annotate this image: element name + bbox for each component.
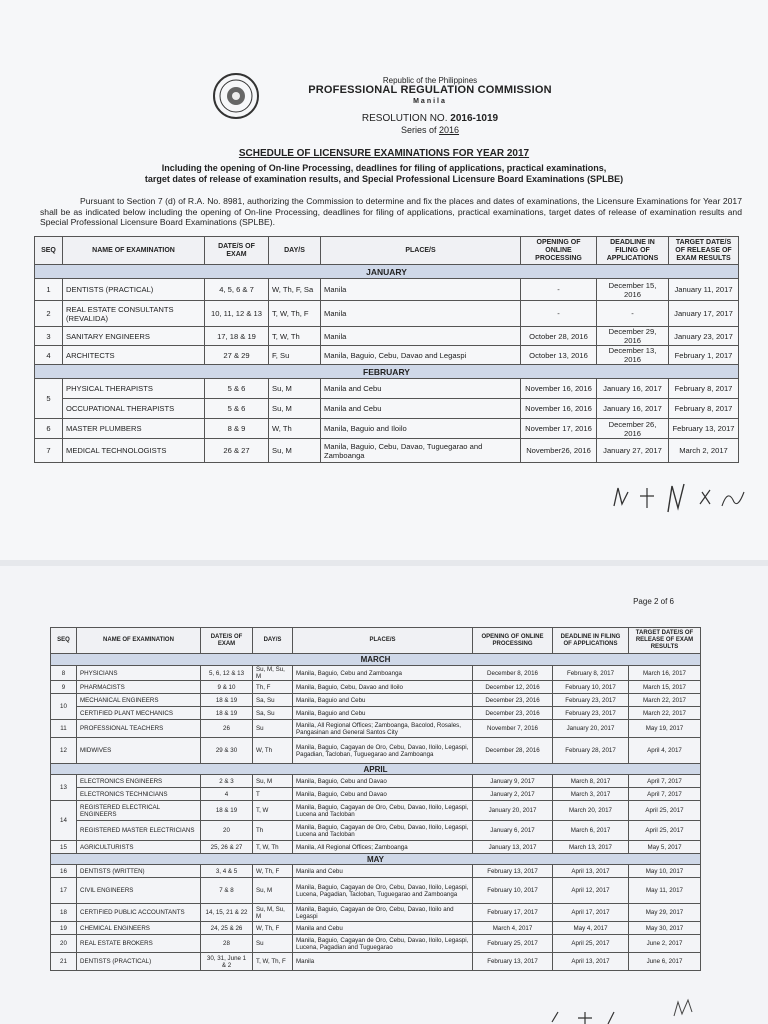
cell-opening: February 13, 2017 (473, 865, 553, 878)
cell-deadline: January 16, 2017 (597, 399, 669, 419)
cell-opening: October 13, 2016 (521, 346, 597, 365)
cell-opening: November26, 2016 (521, 439, 597, 463)
cell-opening: March 4, 2017 (473, 922, 553, 935)
cell-opening: January 2, 2017 (473, 788, 553, 801)
cell-places: Manila, Baguio, Cagayan de Oro, Cebu, Davao, Iloilo, Legaspi, Lucena, Pagadian and Tuguegarao (293, 935, 473, 953)
cell-places: Manila, Baguio, Cagayan de Oro, Cebu, Davao, Iloilo, Legaspi, Lucena, Pagadian, Tacloban, Tuguegarao and Zamboanga (293, 878, 473, 904)
cell-seq: 11 (51, 720, 77, 738)
cell-places: Manila, Baguio, Cebu, Davao and Iloilo (293, 681, 473, 694)
series-line (46, 125, 768, 135)
cell-opening: December 28, 2016 (473, 738, 553, 764)
table-row (51, 922, 701, 935)
cell-places: Manila, Baguio, Cagayan de Oro, Cebu, Davao, Iloilo, Legaspi, Lucena and Tacloban (293, 801, 473, 821)
cell-deadline: April 12, 2017 (553, 878, 629, 904)
cell-target: May 30, 2017 (629, 922, 701, 935)
cell-target: February 8, 2017 (669, 399, 739, 419)
cell-deadline: May 4, 2017 (553, 922, 629, 935)
table-row (51, 904, 701, 922)
cell-places: Manila (321, 327, 521, 346)
cell-places: Manila, Baguio and Cebu (293, 694, 473, 707)
table-row (51, 666, 701, 681)
cell-places: Manila, Baguio, Cebu and Davao (293, 775, 473, 788)
cell-seq: 7 (35, 439, 63, 463)
table-row (51, 720, 701, 738)
table-row (51, 694, 701, 707)
col-opening: OPENING OF ONLINE PROCESSING (473, 628, 553, 654)
cell-opening: February 25, 2017 (473, 935, 553, 953)
cell-places: Manila (321, 279, 521, 301)
resolution-number (46, 113, 768, 124)
cell-opening: November 16, 2016 (521, 399, 597, 419)
cell-deadline: March 6, 2017 (553, 821, 629, 841)
resolution-value: 2016-1019 (450, 113, 499, 124)
cell-days: Su, M (269, 399, 321, 419)
cell-deadline: December 15, 2016 (597, 279, 669, 301)
cell-places: Manila, Baguio and Iloilo (321, 419, 521, 439)
cell-dates: 14, 15, 21 & 22 (201, 904, 253, 922)
month-row-march (51, 654, 701, 666)
cell-opening: December 23, 2016 (473, 694, 553, 707)
month-row-april (51, 764, 701, 775)
cell-dates: 5, 6, 12 & 13 (201, 666, 253, 681)
cell-opening: - (521, 301, 597, 327)
series-year: 2016 (439, 125, 460, 135)
cell-name: CHEMICAL ENGINEERS (77, 922, 201, 935)
cell-opening: November 7, 2016 (473, 720, 553, 738)
commission-name: PROFESSIONAL REGULATION COMMISSION (308, 84, 552, 96)
subtitle-line-1: Including the opening of On-line Processing, deadlines for filing of applications, practical examinations, (161, 163, 607, 173)
cell-days: Su, M (253, 878, 293, 904)
cell-deadline: February 8, 2017 (553, 666, 629, 681)
cell-places: Manila, Baguio, Cagayan de Oro, Cebu, Davao, Iloilo, Legaspi, Pagadian, Tacloban, Tuguegarao and Zamboanga (293, 738, 473, 764)
cell-deadline: December 13, 2016 (597, 346, 669, 365)
cell-places: Manila, All Regional Offices; Zamboanga, Bacolod, Rosales, Pangasinan and General Santos City (293, 720, 473, 738)
cell-target: March 22, 2017 (629, 707, 701, 720)
cell-dates: 3, 4 & 5 (201, 865, 253, 878)
cell-seq: 14 (51, 801, 77, 841)
col-opening: OPENING OF ONLINE PROCESSING (521, 237, 597, 265)
cell-places: Manila and Cebu (321, 379, 521, 399)
cell-name: PHYSICIANS (77, 666, 201, 681)
cell-opening: October 28, 2016 (521, 327, 597, 346)
col-target: TARGET DATE/S OF RELEASE OF EXAM RESULTS (669, 237, 739, 265)
cell-target: May 19, 2017 (629, 720, 701, 738)
table-row (35, 346, 739, 365)
cell-deadline: March 13, 2017 (553, 841, 629, 854)
cell-days: W, Th (253, 738, 293, 764)
month-label: MARCH (51, 654, 701, 666)
cell-dates: 29 & 30 (201, 738, 253, 764)
cell-places: Manila, Baguio, Cebu and Davao (293, 788, 473, 801)
cell-days: W, Th (269, 419, 321, 439)
cell-target: April 25, 2017 (629, 821, 701, 841)
cell-deadline: April 17, 2017 (553, 904, 629, 922)
cell-days: Th, F (253, 681, 293, 694)
cell-name: REGISTERED MASTER ELECTRICIANS (77, 821, 201, 841)
cell-name: ARCHITECTS (63, 346, 205, 365)
cell-deadline: December 29, 2016 (597, 327, 669, 346)
cell-target: March 16, 2017 (629, 666, 701, 681)
cell-places: Manila, Baguio, Cebu, Davao and Legaspi (321, 346, 521, 365)
cell-target: May 29, 2017 (629, 904, 701, 922)
cell-name: CIVIL ENGINEERS (77, 878, 201, 904)
cell-opening: December 12, 2016 (473, 681, 553, 694)
cell-dates: 18 & 19 (201, 694, 253, 707)
cell-target: March 15, 2017 (629, 681, 701, 694)
cell-places: Manila and Cebu (293, 865, 473, 878)
cell-target: January 17, 2017 (669, 301, 739, 327)
cell-seq: 1 (35, 279, 63, 301)
table-row (35, 301, 739, 327)
cell-days: T, W, Th, F (253, 953, 293, 971)
cell-deadline: February 10, 2017 (553, 681, 629, 694)
cell-opening: January 20, 2017 (473, 801, 553, 821)
cell-target: April 7, 2017 (629, 788, 701, 801)
cell-seq: 3 (35, 327, 63, 346)
month-label: FEBRUARY (35, 365, 739, 379)
cell-target: April 25, 2017 (629, 801, 701, 821)
cell-dates: 24, 25 & 26 (201, 922, 253, 935)
cell-deadline: April 13, 2017 (553, 865, 629, 878)
col-deadline: DEADLINE IN FILING OF APPLICATIONS (553, 628, 629, 654)
cell-name: OCCUPATIONAL THERAPISTS (63, 399, 205, 419)
table-row (51, 953, 701, 971)
cell-dates: 8 & 9 (205, 419, 269, 439)
cell-opening: December 23, 2016 (473, 707, 553, 720)
cell-days: T (253, 788, 293, 801)
subtitle-line-2: target dates of release of examination results, and Special Professional Licensure Board Examinations (SPLBE) (144, 174, 624, 184)
cell-dates: 18 & 19 (201, 801, 253, 821)
cell-dates: 25, 26 & 27 (201, 841, 253, 854)
cell-places: Manila and Cebu (321, 399, 521, 419)
resolution-label: RESOLUTION NO. (361, 113, 448, 124)
table-header-row (35, 237, 739, 265)
cell-seq: 17 (51, 878, 77, 904)
month-label: JANUARY (35, 265, 739, 279)
col-seq: SEQ (51, 628, 77, 654)
cell-seq: 20 (51, 935, 77, 953)
cell-name: SANITARY ENGINEERS (63, 327, 205, 346)
cell-name: PHYSICAL THERAPISTS (63, 379, 205, 399)
cell-target: May 10, 2017 (629, 865, 701, 878)
intro-paragraph: Pursuant to Section 7 (d) of R.A. No. 8981, authorizing the Commission to determine and fix the places and dates of examinations, the Licensure Examinations for Year 2017 shall be as indicated below including the opening of On-line Processing, deadlines for filing of applications, practical examinations, target dates of release of examination results and Special Professional Licensure Board Examinations (SPLBE). (40, 196, 742, 228)
month-row-may (51, 854, 701, 865)
cell-seq: 10 (51, 694, 77, 720)
cell-dates: 30, 31, June 1 & 2 (201, 953, 253, 971)
cell-days: Sa, Su (253, 694, 293, 707)
table-row (35, 399, 739, 419)
cell-seq: 8 (51, 666, 77, 681)
cell-opening: November 17, 2016 (521, 419, 597, 439)
cell-seq: 9 (51, 681, 77, 694)
cell-name: MIDWIVES (77, 738, 201, 764)
cell-deadline: February 23, 2017 (553, 694, 629, 707)
month-row-january (35, 265, 739, 279)
col-days: DAY/S (253, 628, 293, 654)
document-title: SCHEDULE OF LICENSURE EXAMINATIONS FOR YEAR 2017 (238, 148, 530, 159)
table-row (51, 738, 701, 764)
cell-days: T, W, Th, F (269, 301, 321, 327)
cell-days: T, W, Th (269, 327, 321, 346)
col-seq: SEQ (35, 237, 63, 265)
col-dates: DATE/S OF EXAM (201, 628, 253, 654)
cell-seq: 16 (51, 865, 77, 878)
cell-days: Sa, Su (253, 707, 293, 720)
cell-opening: January 9, 2017 (473, 775, 553, 788)
col-name: NAME OF EXAMINATION (63, 237, 205, 265)
cell-opening: December 8, 2016 (473, 666, 553, 681)
cell-dates: 7 & 8 (201, 878, 253, 904)
table-row (51, 681, 701, 694)
cell-name: CERTIFIED PLANT MECHANICS (77, 707, 201, 720)
col-target: TARGET DATE/S OF RELEASE OF EXAM RESULTS (629, 628, 701, 654)
cell-deadline: April 13, 2017 (553, 953, 629, 971)
cell-seq: 21 (51, 953, 77, 971)
table-row (51, 707, 701, 720)
table-row (51, 775, 701, 788)
cell-name: REAL ESTATE BROKERS (77, 935, 201, 953)
cell-seq: 4 (35, 346, 63, 365)
cell-days: T, W (253, 801, 293, 821)
cell-days: W, Th, F (253, 922, 293, 935)
cell-days: Su (253, 720, 293, 738)
cell-dates: 27 & 29 (205, 346, 269, 365)
cell-seq: 19 (51, 922, 77, 935)
cell-target: March 2, 2017 (669, 439, 739, 463)
cell-name: CERTIFIED PUBLIC ACCOUNTANTS (77, 904, 201, 922)
cell-deadline: March 8, 2017 (553, 775, 629, 788)
cell-opening: November 16, 2016 (521, 379, 597, 399)
col-days: DAY/S (269, 237, 321, 265)
cell-name: MEDICAL TECHNOLOGISTS (63, 439, 205, 463)
cell-dates: 5 & 6 (205, 399, 269, 419)
cell-days: W, Th, F, Sa (269, 279, 321, 301)
cell-places: Manila (321, 301, 521, 327)
cell-days: Th (253, 821, 293, 841)
table-row (35, 379, 739, 399)
cell-target: February 1, 2017 (669, 346, 739, 365)
cell-places: Manila, Baguio, Cebu, Davao, Tuguegarao and Zamboanga (321, 439, 521, 463)
cell-dates: 10, 11, 12 & 13 (205, 301, 269, 327)
cell-dates: 2 & 3 (201, 775, 253, 788)
cell-days: Su, M (269, 439, 321, 463)
cell-days: W, Th, F (253, 865, 293, 878)
table-row (51, 935, 701, 953)
cell-deadline: January 20, 2017 (553, 720, 629, 738)
table-row (51, 841, 701, 854)
table-row (35, 439, 739, 463)
cell-opening: - (521, 279, 597, 301)
cell-dates: 5 & 6 (205, 379, 269, 399)
cell-opening: February 17, 2017 (473, 904, 553, 922)
series-label: Series of (400, 125, 437, 135)
cell-target: June 6, 2017 (629, 953, 701, 971)
handwritten-initials-icon (610, 478, 750, 518)
cell-opening: January 13, 2017 (473, 841, 553, 854)
cell-dates: 9 & 10 (201, 681, 253, 694)
cell-name: ELECTRONICS ENGINEERS (77, 775, 201, 788)
cell-name: AGRICULTURISTS (77, 841, 201, 854)
cell-dates: 4 (201, 788, 253, 801)
cell-seq: 5 (35, 379, 63, 419)
cell-target: June 2, 2017 (629, 935, 701, 953)
cell-days: Su, M (269, 379, 321, 399)
cell-target: April 4, 2017 (629, 738, 701, 764)
cell-deadline: April 25, 2017 (553, 935, 629, 953)
cell-days: T, W, Th (253, 841, 293, 854)
cell-seq: 6 (35, 419, 63, 439)
cell-target: February 13, 2017 (669, 419, 739, 439)
table-row (35, 419, 739, 439)
cell-dates: 26 & 27 (205, 439, 269, 463)
cell-opening: January 6, 2017 (473, 821, 553, 841)
cell-name: DENTISTS (PRACTICAL) (77, 953, 201, 971)
cell-dates: 28 (201, 935, 253, 953)
cell-days: Su, M, Su, M (253, 904, 293, 922)
page-number: Page 2 of 6 (633, 597, 674, 606)
cell-target: May 11, 2017 (629, 878, 701, 904)
cell-name: REGISTERED ELECTRICAL ENGINEERS (77, 801, 201, 821)
col-places: PLACE/S (293, 628, 473, 654)
month-row-february (35, 365, 739, 379)
cell-name: MASTER PLUMBERS (63, 419, 205, 439)
cell-places: Manila, Baguio and Cebu (293, 707, 473, 720)
cell-places: Manila, Baguio, Cagayan de Oro, Cebu, Davao, Iloilo and Legaspi (293, 904, 473, 922)
cell-deadline: March 3, 2017 (553, 788, 629, 801)
col-places: PLACE/S (321, 237, 521, 265)
cell-seq: 2 (35, 301, 63, 327)
cell-deadline: December 26, 2016 (597, 419, 669, 439)
cell-target: May 5, 2017 (629, 841, 701, 854)
cell-seq: 18 (51, 904, 77, 922)
cell-deadline: February 28, 2017 (553, 738, 629, 764)
cell-days: Su, M (253, 775, 293, 788)
republic-label: Republic of the Philippines (382, 76, 478, 85)
cell-name: MECHANICAL ENGINEERS (77, 694, 201, 707)
cell-deadline: February 23, 2017 (553, 707, 629, 720)
cell-days: Su, M, Su, M (253, 666, 293, 681)
cell-deadline: - (597, 301, 669, 327)
cell-dates: 20 (201, 821, 253, 841)
cell-dates: 18 & 19 (201, 707, 253, 720)
table-row (51, 788, 701, 801)
month-label: APRIL (51, 764, 701, 775)
cell-deadline: March 20, 2017 (553, 801, 629, 821)
schedule-table-page-2 (50, 627, 701, 971)
month-label: MAY (51, 854, 701, 865)
cell-name: PHARMACISTS (77, 681, 201, 694)
cell-target: April 7, 2017 (629, 775, 701, 788)
table-row (51, 878, 701, 904)
cell-seq: 13 (51, 775, 77, 801)
cell-deadline: January 16, 2017 (597, 379, 669, 399)
document-subtitle (0, 163, 768, 185)
cell-dates: 17, 18 & 19 (205, 327, 269, 346)
cell-places: Manila and Cebu (293, 922, 473, 935)
handwritten-initials-icon (670, 996, 710, 1020)
cell-name: DENTISTS (PRACTICAL) (63, 279, 205, 301)
table-row (51, 821, 701, 841)
cell-places: Manila, Baguio, Cebu and Zamboanga (293, 666, 473, 681)
cell-opening: February 10, 2017 (473, 878, 553, 904)
table-header-row (51, 628, 701, 654)
cell-days: F, Su (269, 346, 321, 365)
schedule-table-page-1 (34, 236, 739, 463)
cell-target: March 22, 2017 (629, 694, 701, 707)
cell-target: January 11, 2017 (669, 279, 739, 301)
cell-name: PROFESSIONAL TEACHERS (77, 720, 201, 738)
cell-places: Manila, Baguio, Cagayan de Oro, Cebu, Davao, Iloilo, Legaspi, Lucena and Tacloban (293, 821, 473, 841)
table-row (51, 865, 701, 878)
cell-seq: 15 (51, 841, 77, 854)
table-row (35, 327, 739, 346)
cell-days: Su (253, 935, 293, 953)
cell-name: REAL ESTATE CONSULTANTS (REVALIDA) (63, 301, 205, 327)
cell-dates: 4, 5, 6 & 7 (205, 279, 269, 301)
city-label: Manila (413, 98, 447, 105)
cell-target: January 23, 2017 (669, 327, 739, 346)
table-row (51, 801, 701, 821)
handwritten-initials-icon (548, 1010, 628, 1024)
cell-opening: February 13, 2017 (473, 953, 553, 971)
cell-places: Manila (293, 953, 473, 971)
cell-deadline: January 27, 2017 (597, 439, 669, 463)
col-deadline: DEADLINE IN FILING OF APPLICATIONS (597, 237, 669, 265)
cell-name: ELECTRONICS TECHNICIANS (77, 788, 201, 801)
table-row (35, 279, 739, 301)
cell-dates: 26 (201, 720, 253, 738)
col-dates: DATE/S OF EXAM (205, 237, 269, 265)
cell-name: DENTISTS (WRITTEN) (77, 865, 201, 878)
cell-seq: 12 (51, 738, 77, 764)
cell-target: February 8, 2017 (669, 379, 739, 399)
col-name: NAME OF EXAMINATION (77, 628, 201, 654)
cell-places: Manila, All Regional Offices; Zamboanga (293, 841, 473, 854)
